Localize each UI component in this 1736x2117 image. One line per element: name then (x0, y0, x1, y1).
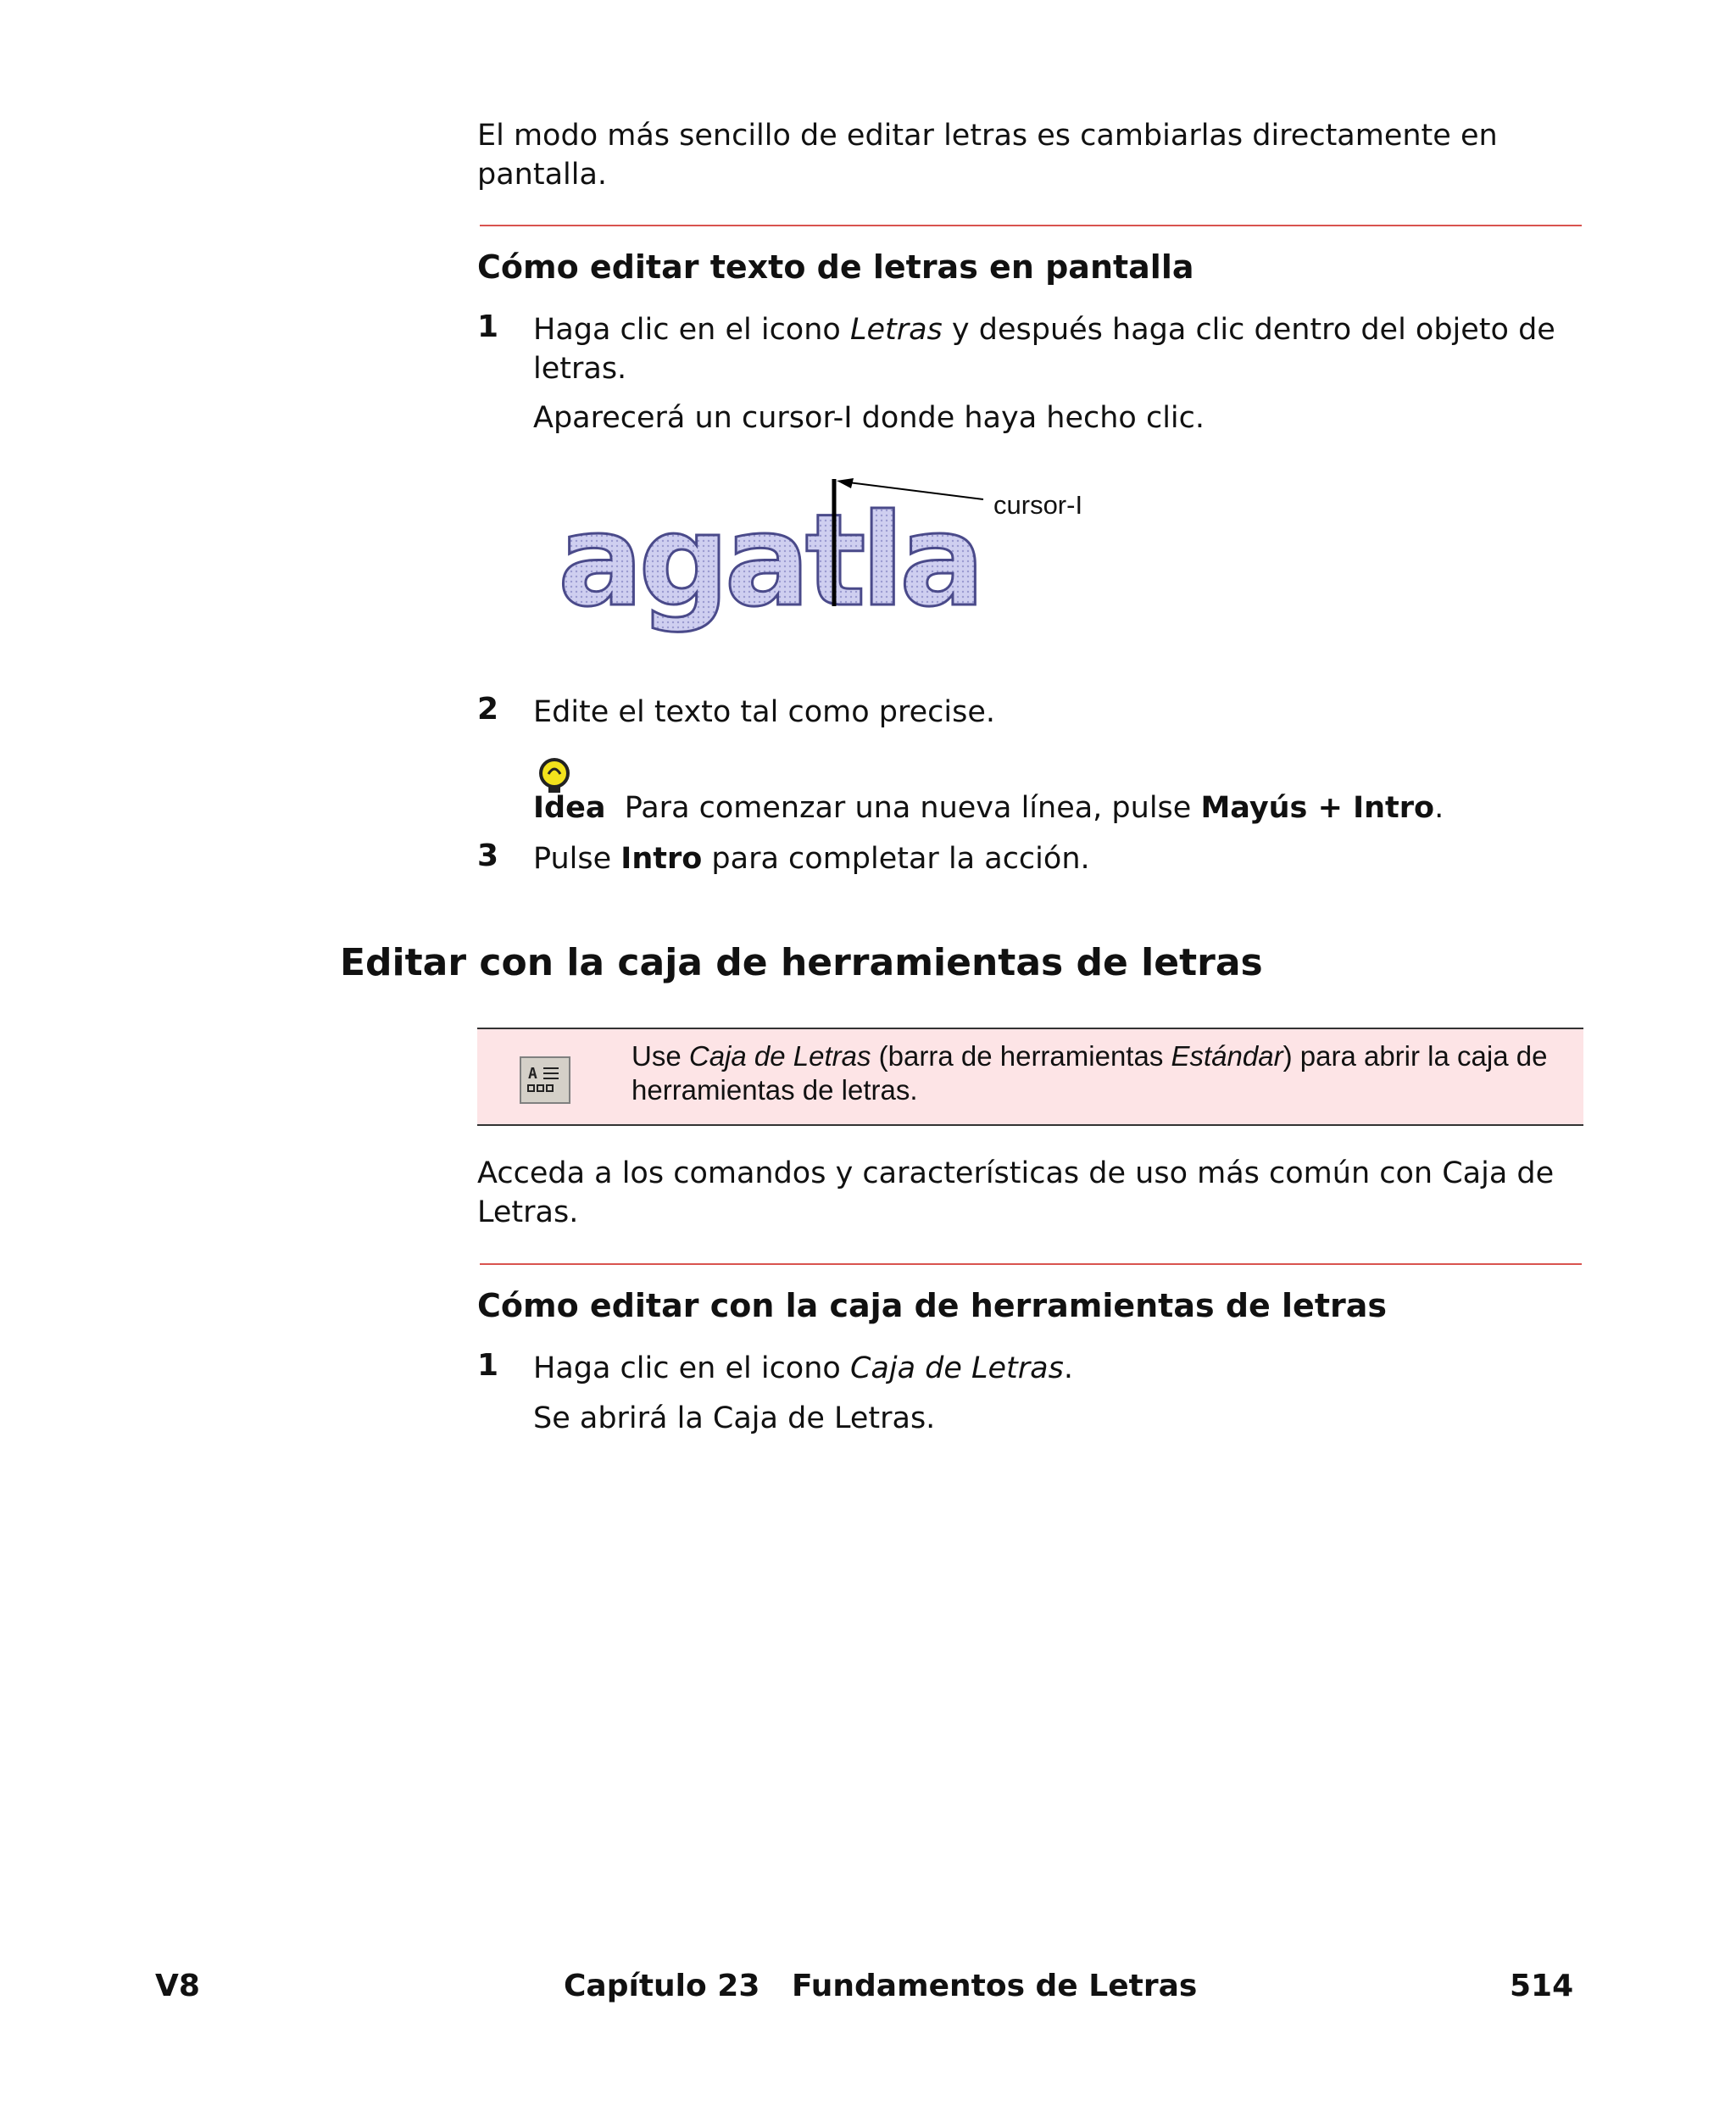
letras-icon-name: Letras (849, 313, 943, 347)
callout-arrow-svg (835, 475, 996, 509)
step-number: 1 (477, 309, 499, 344)
note-bottom-rule (477, 1124, 1583, 1126)
step-number: 3 (477, 838, 499, 873)
note-text-mid: (barra de herramientas (871, 1040, 1171, 1072)
tip-label: Idea (533, 791, 606, 825)
intro-key: Intro (620, 842, 703, 876)
tip-text-post: . (1434, 791, 1444, 825)
caja-de-letras-icon-svg (521, 1058, 569, 1102)
toolbar-name: Estándar (1171, 1040, 1283, 1072)
step-3-text (533, 839, 1090, 878)
step-text-pre: Haga clic en el icono (533, 1351, 850, 1385)
svg-text:A: A (528, 1065, 537, 1083)
step-text-post: . (1063, 1351, 1073, 1385)
note-text-pre: Use (632, 1040, 689, 1072)
procedure-heading-toolbox: Cómo editar con la caja de herramientas de letras (477, 1287, 1387, 1324)
footer-chapter: Capítulo 23 Fundamentos de Letras (564, 1969, 1198, 2003)
footer-page-number: 514 (1510, 1969, 1574, 2003)
step-1-text (533, 310, 1584, 388)
callout-arrow (835, 475, 996, 509)
toolbox-step-1-note: Se abrirá la Caja de Letras. (533, 1401, 936, 1435)
toolbox-note-box (477, 1029, 1583, 1124)
step-text-pre: Haga clic en el icono (533, 313, 850, 347)
tip-keys: Mayús + Intro (1200, 791, 1435, 825)
tip-text-pre: Para comenzar una nueva línea, pulse (624, 791, 1201, 825)
section-divider (480, 225, 1582, 226)
step-1-note: Aparecerá un cursor-I donde haya hecho clic. (533, 401, 1205, 435)
toolbox-note-text (632, 1039, 1572, 1107)
step-number: 2 (477, 692, 499, 727)
step-text-post: y después haga clic dentro del objeto de letras. (533, 313, 1555, 386)
caja-icon-name: Caja de Letras (849, 1351, 1064, 1385)
note-text-post: ) para abrir la caja de herramientas de letras. (632, 1040, 1548, 1106)
step-2-text: Edite el texto tal como precise. (533, 695, 995, 729)
section-paragraph: Acceda a los comandos y características de uso más común con Caja de Letras. (477, 1156, 1555, 1229)
footer-version: V8 (155, 1969, 200, 2003)
step-text-post: para completar la acción. (702, 842, 1090, 876)
embroidered-word: agatla (558, 487, 981, 635)
procedure-heading-onscreen: Cómo editar texto de letras en pantalla (477, 248, 1194, 286)
tip-line (533, 788, 1444, 827)
cursor-callout-label: cursor-I (993, 490, 1083, 520)
section-heading: Editar con la caja de herramientas de letras (340, 941, 1263, 984)
section-divider (480, 1263, 1582, 1265)
tool-name: Caja de Letras (688, 1040, 871, 1072)
caja-de-letras-icon (520, 1056, 570, 1104)
step-text-pre: Pulse (533, 842, 621, 876)
intro-paragraph: El modo más sencillo de editar letras es cambiarlas directamente en pantalla. (477, 119, 1498, 192)
step-number: 1 (477, 1348, 499, 1383)
toolbox-step-1-text (533, 1349, 1584, 1388)
